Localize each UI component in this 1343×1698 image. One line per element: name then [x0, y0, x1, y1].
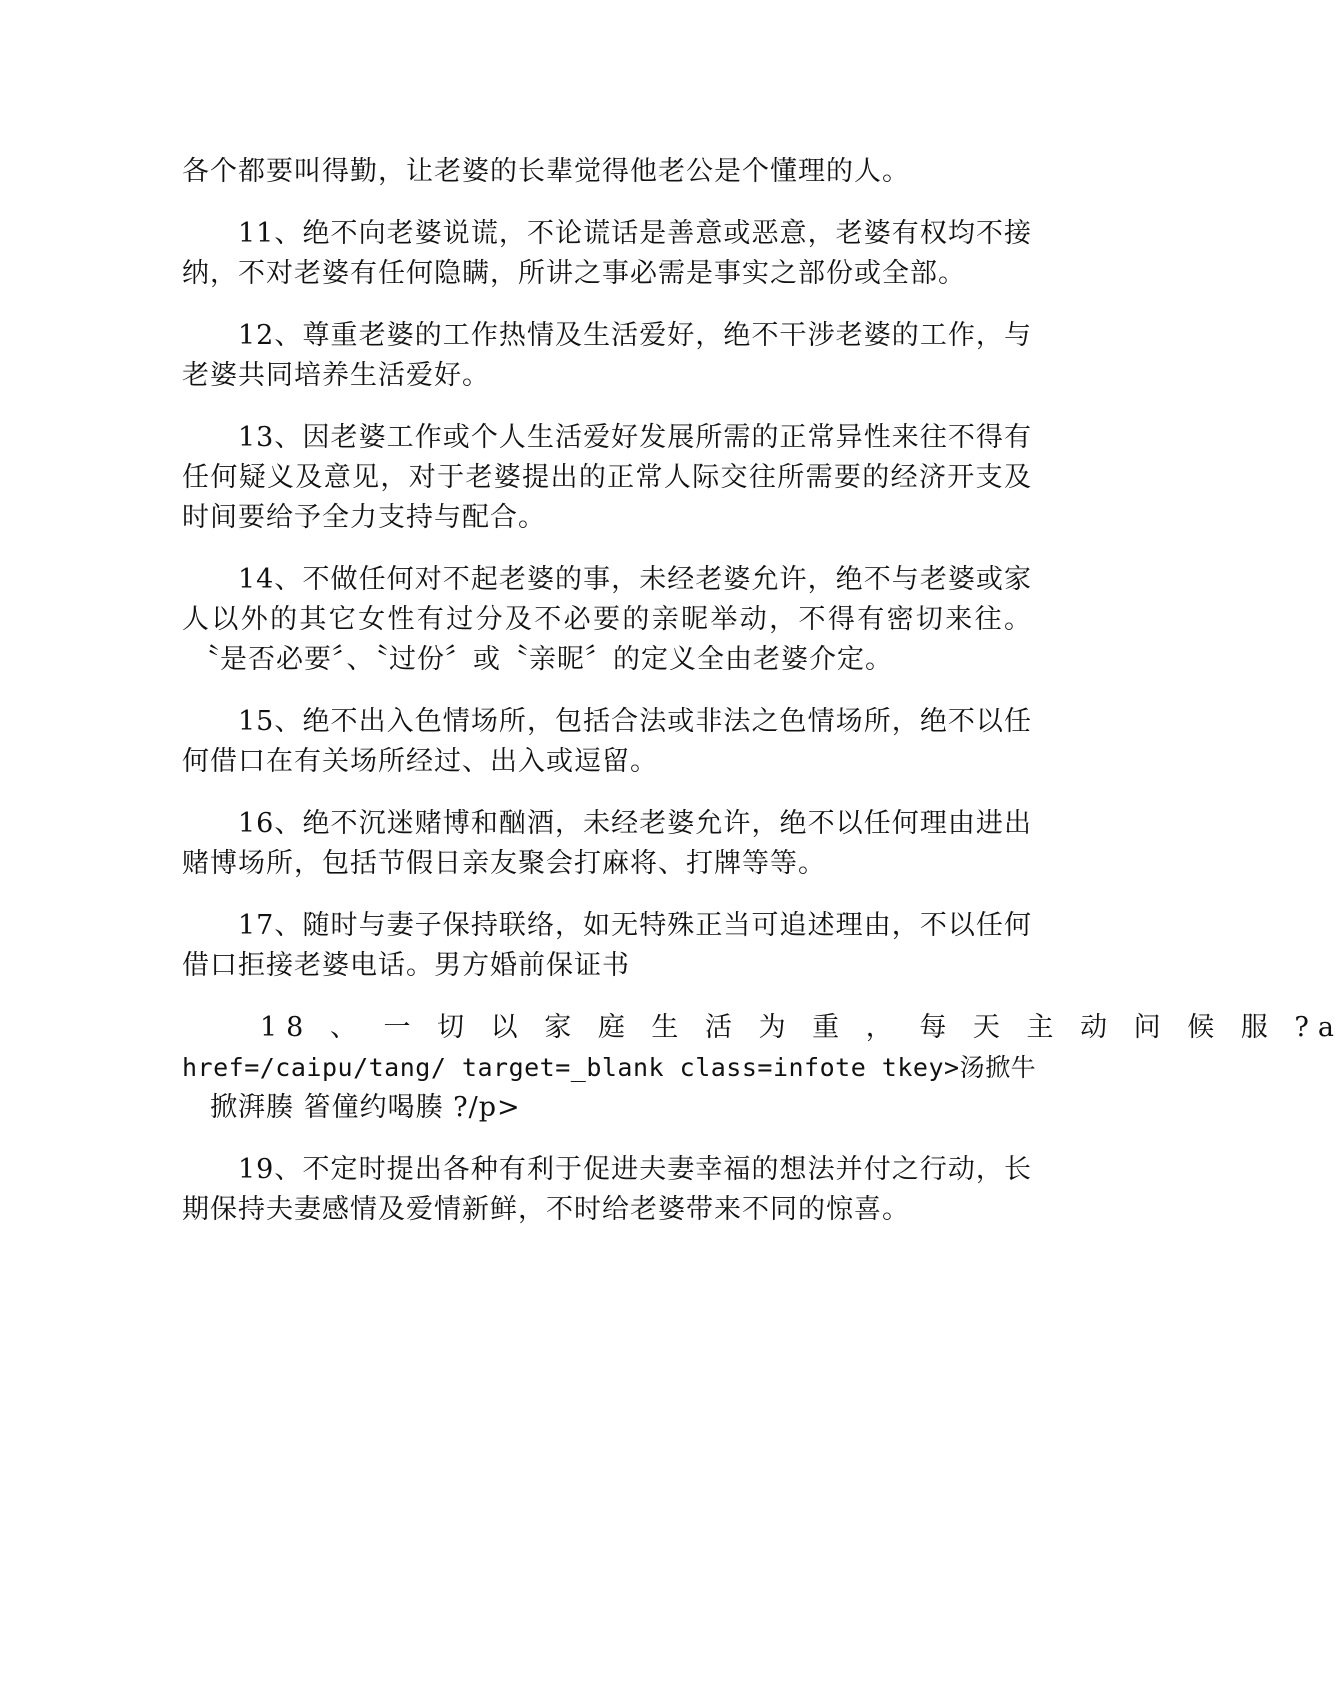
item-14-line-2: 人以外的其它女性有过分及不必要的亲昵举动，不得有密切来往。 [182, 604, 1032, 635]
item-14-line-1: 14、不做任何对不起老婆的事，未经老婆允许，绝不与老婆或家 [238, 564, 1032, 595]
item-13-line-1: 13、因老婆工作或个人生活爱好发展所需的正常异性来往不得有 [238, 422, 1032, 453]
item-16-line-2: 赌博场所，包括节假日亲友聚会打麻将、打牌等等。 [182, 848, 826, 879]
item-18-line-3: 掀湃腠 箵僮约喝腠 ?/p> [210, 1092, 521, 1123]
item-13-line-2: 任何疑义及意见，对于老婆提出的正常人际交往所需要的经济开支及 [182, 462, 1032, 493]
item-18-line-2: href=/caipu/tang/ target=_blank class=infote tkey>汤掀牛 [182, 1053, 1037, 1082]
item-11-line-1: 11、绝不向老婆说谎，不论谎话是善意或恶意，老婆有权均不接 [238, 218, 1032, 249]
item-19-line-1: 19、不定时提出各种有利于促进夫妻幸福的想法并付之行动，长 [238, 1154, 1032, 1185]
item-15-line-2: 何借口在有关场所经过、出入或逗留。 [182, 746, 658, 777]
item-17-line-2: 借口拒接老婆电话。男方婚前保证书 [182, 950, 630, 981]
paragraph-line: 各个都要叫得勤，让老婆的长辈觉得他老公是个懂理的人。 [182, 156, 910, 187]
item-13-line-3: 时间要给予全力支持与配合。 [182, 502, 546, 533]
item-12-line-2: 老婆共同培养生活爱好。 [182, 360, 490, 391]
item-17-line-1: 17、随时与妻子保持联络，如无特殊正当可追述理由，不以任何 [238, 910, 1032, 941]
item-11-line-2: 纳，不对老婆有任何隐瞒，所讲之事必需是事实之部份或全部。 [182, 258, 966, 289]
item-12-line-1: 12、尊重老婆的工作热情及生活爱好，绝不干涉老婆的工作，与 [238, 320, 1032, 351]
item-16-line-1: 16、绝不沉迷赌博和酗酒，未经老婆允许，绝不以任何理由进出 [238, 808, 1032, 839]
item-19-line-2: 期保持夫妻感情及爱情新鲜，不时给老婆带来不同的惊喜。 [182, 1194, 910, 1225]
item-18-line-1: 18 、 一 切 以 家 庭 生 活 为 重 ， 每 天 主 动 问 候 服 ?a [260, 1012, 1343, 1043]
item-14-line-3: 〝是否必要〞、〝过份〞或〝亲昵〞的定义全由老婆介定。 [192, 644, 893, 675]
document-body [182, 152, 1343, 1230]
item-15-line-1: 15、绝不出入色情场所，包括合法或非法之色情场所，绝不以任 [238, 706, 1032, 737]
